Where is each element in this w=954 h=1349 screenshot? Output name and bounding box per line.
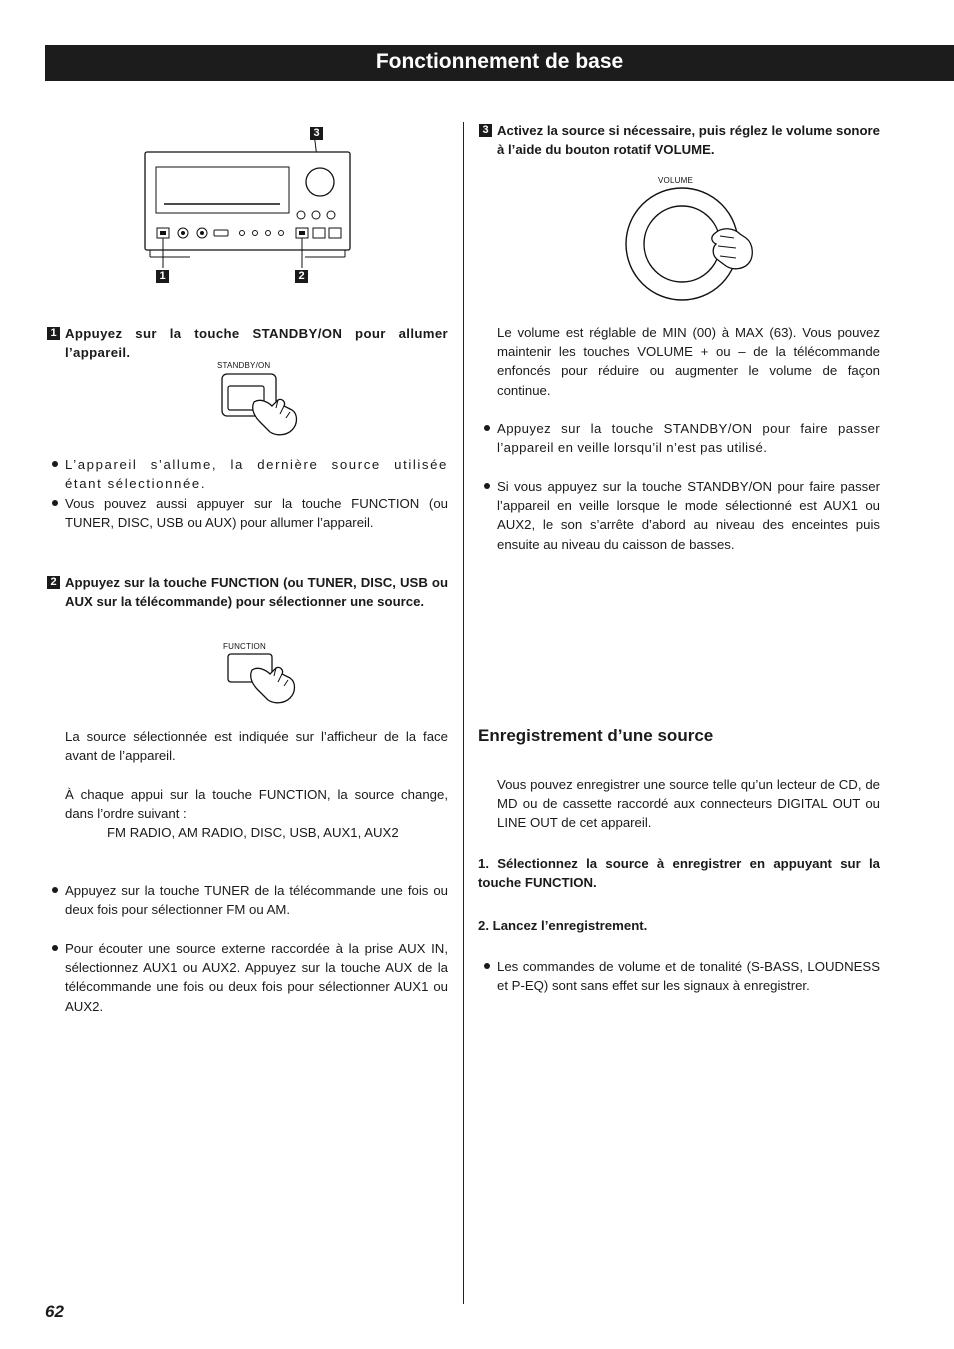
step-3-bullet-2: Si vous appuyez sur la touche STANDBY/ON pour faire passer l’appareil en veille lorsque le mode sélectionné est AUX1 ou AUX2, le son s’arrête d’abord au niveau des enceintes puis ensuite au niveau du caisson de basses.: [497, 479, 880, 552]
bullet-dot: [484, 963, 490, 969]
step-2-para-1: La source sélectionnée est indiquée sur l’afficheur de la face avant de l’appareil.: [65, 729, 448, 764]
step-1-bullet-2: Vous pouvez aussi appuyer sur la touche FUNCTION (ou TUNER, DISC, USB ou AUX) pour allumer l’appareil.: [65, 496, 448, 531]
recording-bullet: Les commandes de volume et de tonalité (S-BASS, LOUDNESS et P-EQ) sont sans effet sur les signaux à enregistrer.: [497, 959, 880, 994]
device-front-panel-illustration: [140, 124, 360, 284]
step-2-number: 2: [47, 576, 60, 589]
bullet-dot: [484, 483, 490, 489]
step-3-instruction: Activez la source si nécessaire, puis réglez le volume sonore à l’aide du bouton rotatif VOLUME.: [497, 123, 880, 158]
page-title: Fonctionnement de base: [375, 50, 624, 73]
step-1-instruction: Appuyez sur la touche STANDBY/ON pour allumer l’appareil.: [65, 326, 448, 361]
source-sequence: FM RADIO, AM RADIO, DISC, USB, AUX1, AUX2: [107, 825, 399, 840]
step-3-para: Le volume est réglable de MIN (00) à MAX (63). Vous pouvez maintenir les touches VOLUME + ou – de la télécommande enfoncés pour réduire ou augmenter le volume de façon continue.: [497, 325, 880, 398]
step-1-bullet-1: L’appareil s’allume, la dernière source utilisée étant sélectionnée.: [65, 457, 448, 492]
recording-step-2: 2. Lancez l’enregistrement.: [478, 918, 648, 933]
volume-knob-label: VOLUME: [658, 176, 693, 185]
step-2-bullet-1: Appuyez sur la touche TUNER de la télécommande une fois ou deux fois pour sélectionner FM ou AM.: [65, 883, 448, 918]
function-button-label: FUNCTION: [223, 642, 266, 651]
recording-intro: Vous pouvez enregistrer une source telle qu’un lecteur de CD, de MD ou de cassette raccordé aux connecteurs DIGITAL OUT ou LINE OUT de cet appareil.: [497, 777, 880, 831]
step-2-instruction: Appuyez sur la touche FUNCTION (ou TUNER, DISC, USB ou AUX sur la télécommande) pour sélectionner une source.: [65, 575, 448, 610]
header-bar: [45, 45, 954, 81]
bullet-dot: [484, 425, 490, 431]
bullet-dot: [52, 887, 58, 893]
step-3-bullet-1: Appuyez sur la touche STANDBY/ON pour faire passer l’appareil en veille lorsqu’il n’est pas utilisé.: [497, 421, 880, 456]
column-divider: [463, 122, 464, 1304]
page-number: 62: [45, 1302, 64, 1321]
callout-3: 3: [310, 127, 323, 140]
function-button-hand-icon: [226, 652, 301, 706]
step-2-para-2: À chaque appui sur la touche FUNCTION, la source change, dans l’ordre suivant :: [65, 787, 448, 822]
standby-button-hand-icon: [220, 372, 305, 438]
step-3-number: 3: [479, 124, 492, 137]
bullet-dot: [52, 500, 58, 506]
bullet-dot: [52, 461, 58, 467]
callout-2: 2: [295, 270, 308, 283]
bullet-dot: [52, 945, 58, 951]
step-1-number: 1: [47, 327, 60, 340]
volume-knob-hand-icon: [622, 186, 762, 306]
recording-section-title: Enregistrement d’une source: [478, 726, 714, 745]
recording-step-1: 1. Sélectionnez la source à enregistrer en appuyant sur la touche FUNCTION.: [478, 856, 880, 891]
callout-1: 1: [156, 270, 169, 283]
standby-button-label: STANDBY/ON: [217, 361, 271, 370]
step-2-bullet-2: Pour écouter une source externe raccordée à la prise AUX IN, sélectionnez AUX1 ou AUX2. Appuyez sur la touche AUX de la télécommande une fois ou deux fois pour sélectionner AUX1 ou AUX2.: [65, 941, 448, 1014]
